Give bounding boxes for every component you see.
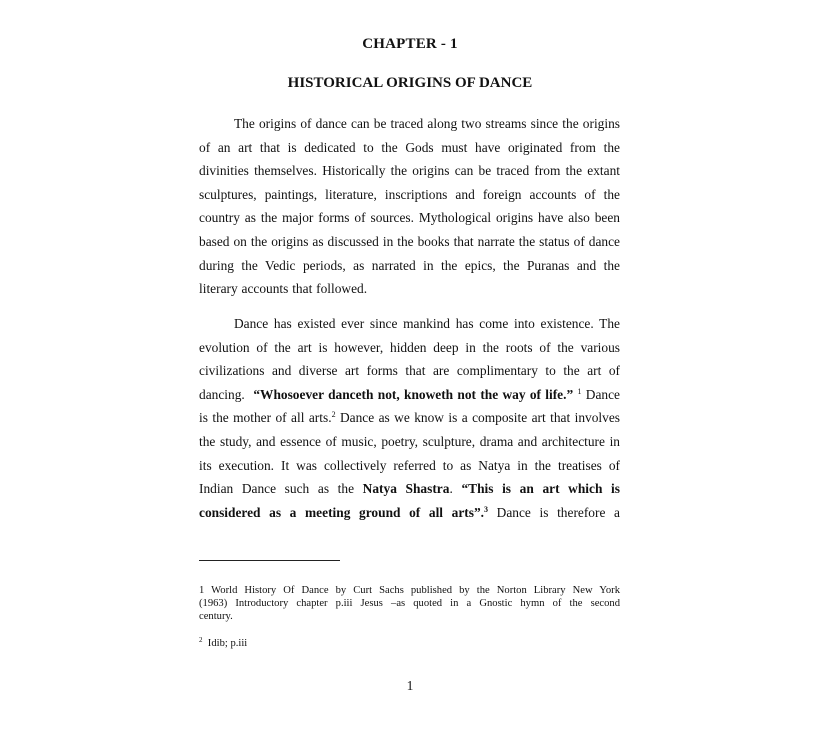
paragraph-line: evolution of the art is however, hidden deep in the roots of the various	[199, 339, 620, 355]
chapter-title: HISTORICAL ORIGINS OF DANCE	[287, 75, 533, 91]
chapter-heading: CHAPTER - 1	[362, 36, 458, 52]
footnote-ref-2[interactable]: 2	[331, 410, 336, 420]
paragraph-line: Dance has existed ever since mankind has come into existence. The	[234, 316, 620, 331]
footnote-ref-1[interactable]: 1	[577, 386, 582, 396]
footnote-line: (1963) Introductory chapter p.iii Jesus –as quoted in a Gnostic hymn of the second	[199, 598, 620, 609]
paragraph-line: civilizations and diverse art forms that are complimentary to the art of	[199, 363, 620, 379]
paragraph-line: sculptures, paintings, literature, inscriptions and foreign accounts of the	[199, 186, 620, 202]
paragraph-line: of an art that is dedicated to the Gods must have originated from the	[199, 139, 620, 155]
paragraph-line: during the Vedic periods, as narrated in the epics, the Puranas and the	[199, 257, 620, 273]
paragraph-origins	[199, 112, 620, 301]
footnote-ref-3[interactable]: 3	[484, 504, 489, 514]
footnote-line: century.	[199, 611, 233, 622]
footnote-line: 1 World History Of Dance by Curt Sachs published by the Norton Library New York	[199, 585, 620, 596]
quote-meeting-ground-end: considered as a meeting ground of all arts”.	[199, 504, 485, 520]
paragraph-line: the study, and essence of music, poetry, sculpture, drama and architecture in	[199, 433, 620, 449]
footnote-1	[199, 584, 620, 623]
paragraph-line: considered as a meeting ground of all arts”.$^3$ Dance is therefore a	[199, 504, 620, 520]
paragraph-line: literary accounts that followed.	[199, 281, 368, 297]
paragraph-existence	[199, 312, 620, 524]
paragraph-line: divinities themselves. Historically the origins can be traced from the extant	[199, 163, 620, 179]
paragraph-line: its execution. It was collectively referred to as Natya in the treatises of	[199, 457, 620, 473]
paragraph-line: Indian Dance such as the Natya Shastra. “This is an art which is	[199, 481, 620, 497]
page-number: 1	[406, 678, 414, 693]
footnote-separator	[199, 560, 340, 561]
paragraph-line: country as the major forms of sources. Mythological origins have also been	[199, 210, 620, 226]
footnote-2	[199, 637, 620, 650]
footnote-2-number: 2	[199, 636, 203, 644]
paragraph-line: based on the origins as discussed in the books that narrate the status of dance	[199, 233, 620, 249]
quote-meeting-ground: “This is an art which is	[461, 481, 620, 497]
natya-shastra-title: Natya Shastra	[362, 481, 450, 497]
footnote-2-text: Idib; p.iii	[207, 638, 248, 649]
paragraph-line: is the mother of all arts.$^2$ Dance as we know is a composite art that involves	[199, 410, 620, 426]
quote-way-of-life: “Whosoever danceth not, knoweth not the way of life.”	[253, 386, 574, 402]
paragraph-line: dancing. “Whosoever danceth not, knoweth not the way of life.” $^1$ Dance	[199, 386, 620, 402]
paragraph-line: The origins of dance can be traced along two streams since the origins	[234, 116, 620, 131]
